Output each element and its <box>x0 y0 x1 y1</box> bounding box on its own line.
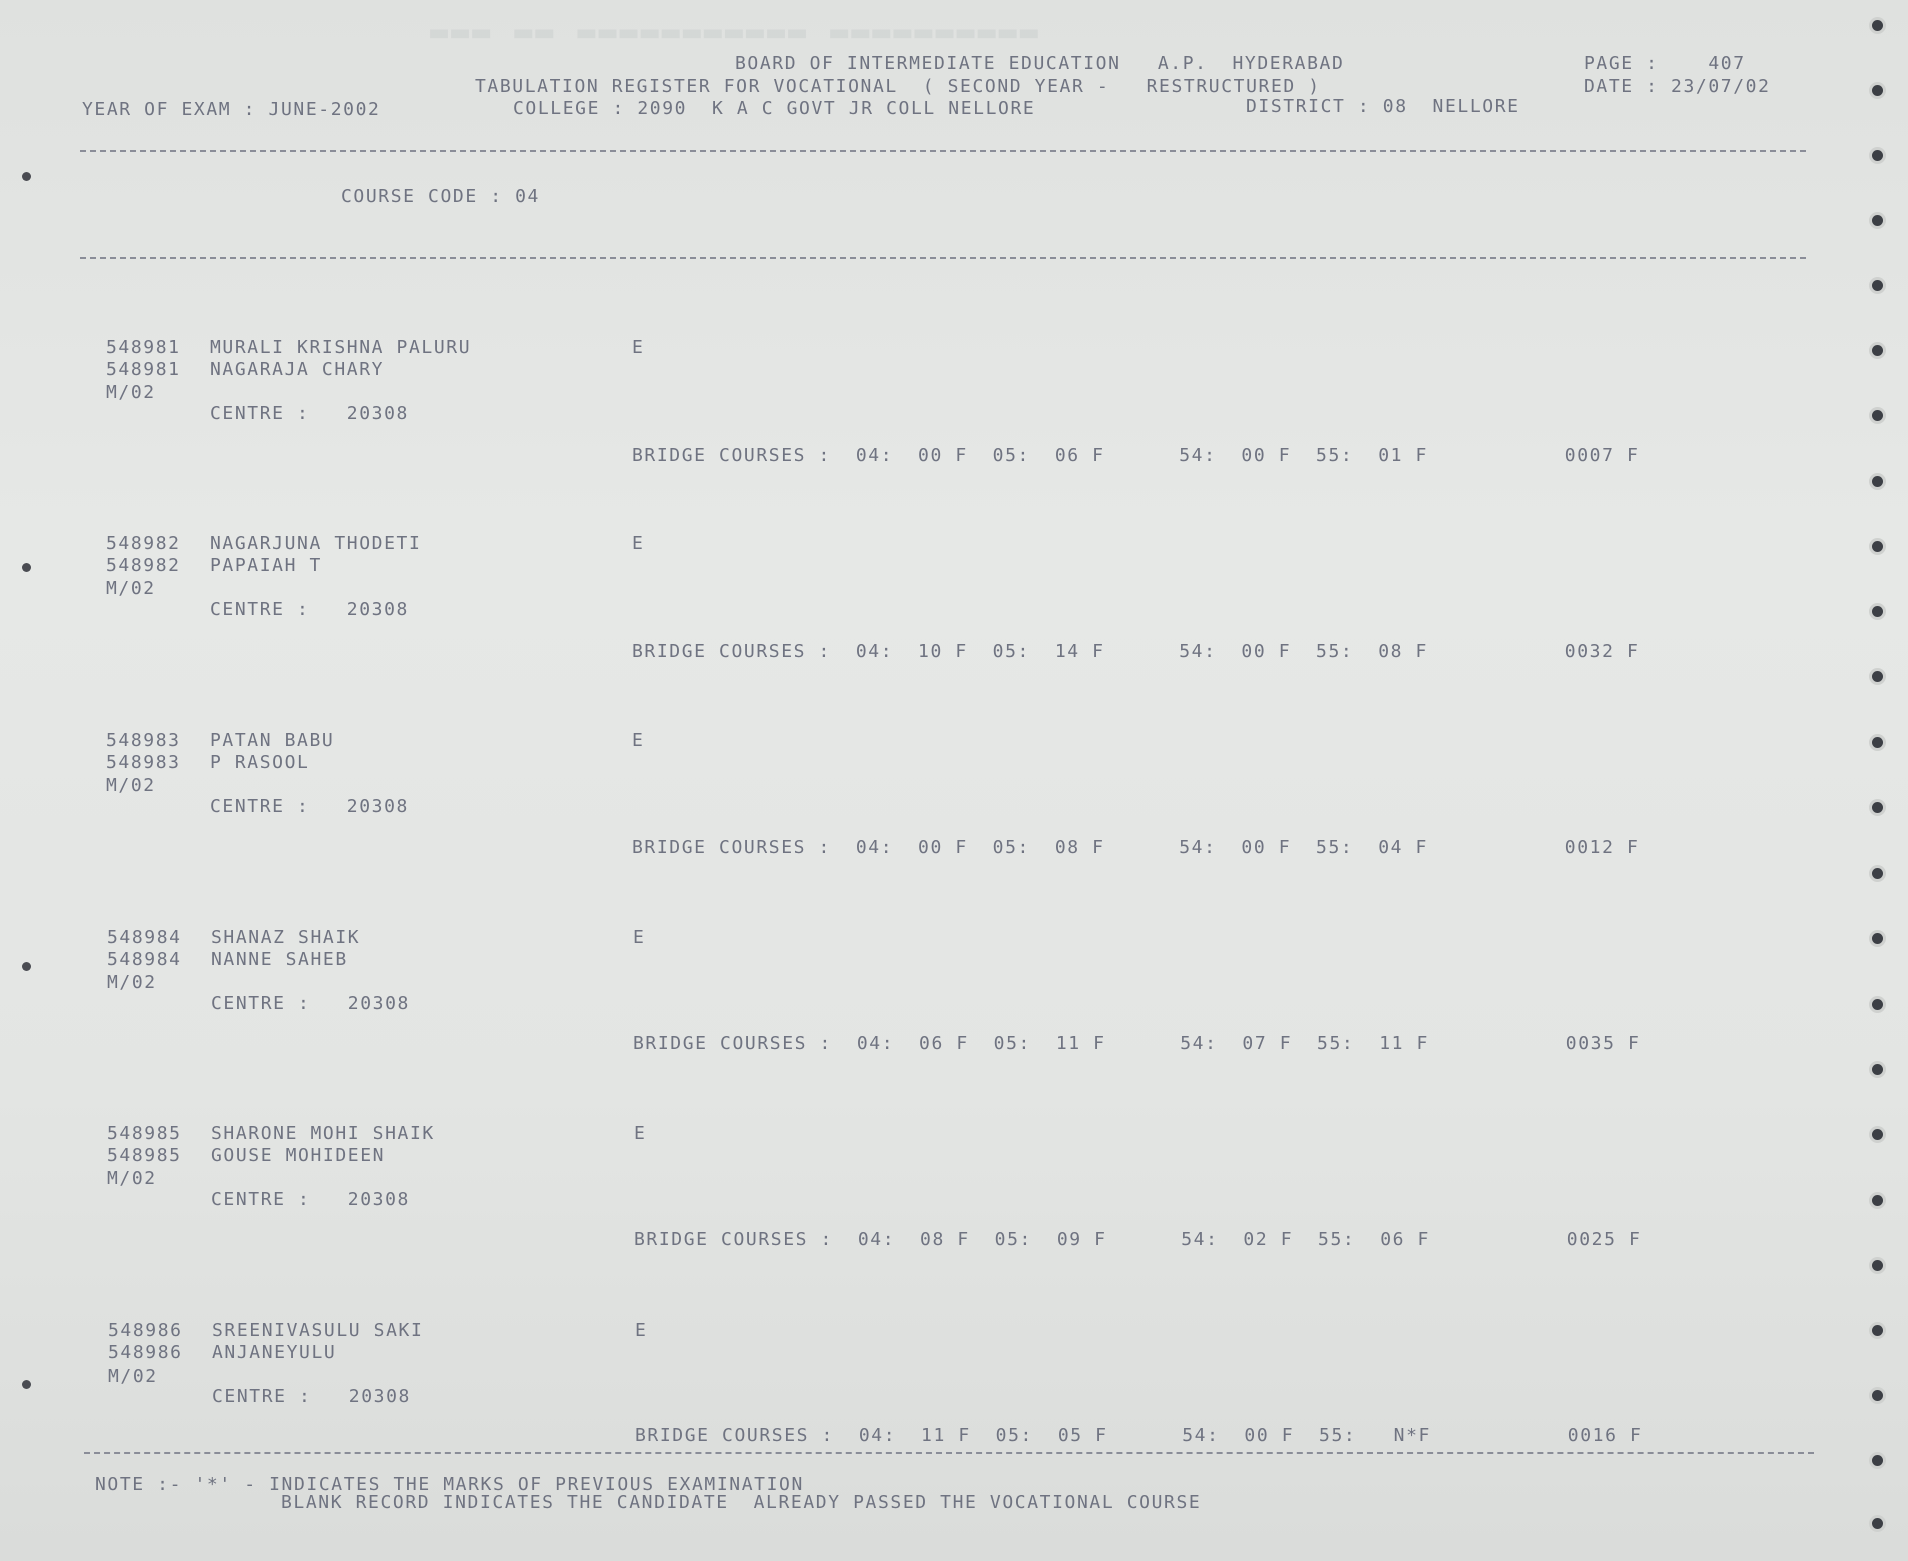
reg-number: 548986 <box>108 1320 183 1341</box>
perforation-hole <box>1872 933 1883 944</box>
candidate-name: SHARONE MOHI SHAIK <box>211 1123 435 1144</box>
perforation-hole <box>1872 476 1883 487</box>
print-date: DATE : 23/07/02 <box>1584 76 1771 97</box>
year-of-exam: YEAR OF EXAM : JUNE-2002 <box>82 99 381 120</box>
reg-number-2: 548983 <box>106 752 181 773</box>
parent-name: PAPAIAH T <box>210 555 322 576</box>
parent-name: NANNE SAHEB <box>211 949 348 970</box>
candidate-name: NAGARJUNA THODETI <box>210 533 422 554</box>
perforation-hole <box>1872 1325 1883 1336</box>
exam-month: M/02 <box>107 972 157 993</box>
bridge-courses: BRIDGE COURSES : 04: 00 F 05: 08 F 54: 00 F 55: 04 F 0012 F <box>632 837 1640 858</box>
perforation-hole <box>1872 802 1883 813</box>
punch-hole <box>22 172 31 181</box>
perforation-hole <box>1872 150 1883 161</box>
perforation-hole <box>1872 1390 1883 1401</box>
result-code: E <box>635 1320 648 1341</box>
note-line-2: BLANK RECORD INDICATES THE CANDIDATE ALREADY PASSED THE VOCATIONAL COURSE <box>281 1492 1202 1513</box>
exam-month: M/02 <box>106 775 156 796</box>
bridge-courses: BRIDGE COURSES : 04: 06 F 05: 11 F 54: 07 F 55: 11 F 0035 F <box>633 1033 1641 1054</box>
show-through-marks: ▬▬▬ ▬▬ ▬▬▬▬▬▬▬▬▬▬▬ ▬▬▬▬▬▬▬▬▬▬ <box>430 18 1041 53</box>
perforation-hole <box>1872 1195 1883 1206</box>
bridge-courses: BRIDGE COURSES : 04: 11 F 05: 05 F 54: 00 F 55: N*F 0016 F <box>635 1425 1643 1446</box>
candidate-name: PATAN BABU <box>210 730 335 751</box>
course-code: COURSE CODE : 04 <box>341 186 540 207</box>
perforation-hole <box>1872 85 1883 96</box>
perforation-hole <box>1872 999 1883 1010</box>
reg-number: 548985 <box>107 1123 182 1144</box>
centre: CENTRE : 20308 <box>210 796 409 817</box>
exam-month: M/02 <box>106 382 156 403</box>
centre: CENTRE : 20308 <box>210 403 409 424</box>
reg-number: 548984 <box>107 927 182 948</box>
punch-hole <box>22 962 31 971</box>
result-code: E <box>634 1123 647 1144</box>
register-title: TABULATION REGISTER FOR VOCATIONAL ( SECOND YEAR - RESTRUCTURED ) <box>475 76 1321 97</box>
punch-hole <box>22 1380 31 1389</box>
result-code: E <box>632 533 645 554</box>
district: DISTRICT : 08 NELLORE <box>1246 96 1520 117</box>
parent-name: GOUSE MOHIDEEN <box>211 1145 386 1166</box>
perforation-hole <box>1872 1455 1883 1466</box>
perforation-hole <box>1872 345 1883 356</box>
punch-hole <box>22 563 31 572</box>
reg-number-2: 548986 <box>108 1342 183 1363</box>
perforation-hole <box>1872 671 1883 682</box>
course-divider <box>80 257 1806 259</box>
centre: CENTRE : 20308 <box>211 993 410 1014</box>
perforation-hole <box>1872 1518 1883 1529</box>
perforation-hole <box>1872 541 1883 552</box>
candidate-name: SHANAZ SHAIK <box>211 927 361 948</box>
candidate-name: SREENIVASULU SAKI <box>212 1320 424 1341</box>
reg-number-2: 548985 <box>107 1145 182 1166</box>
reg-number: 548982 <box>106 533 181 554</box>
perforation-hole <box>1872 868 1883 879</box>
perforation-hole <box>1872 1260 1883 1271</box>
exam-month: M/02 <box>106 578 156 599</box>
board-title: BOARD OF INTERMEDIATE EDUCATION A.P. HYDERABAD <box>735 53 1345 74</box>
bridge-courses: BRIDGE COURSES : 04: 00 F 05: 06 F 54: 00 F 55: 01 F 0007 F <box>632 445 1640 466</box>
reg-number-2: 548984 <box>107 949 182 970</box>
exam-month: M/02 <box>108 1366 158 1387</box>
bridge-courses: BRIDGE COURSES : 04: 08 F 05: 09 F 54: 02 F 55: 06 F 0025 F <box>634 1229 1642 1250</box>
reg-number-2: 548981 <box>106 359 181 380</box>
footer-divider <box>84 1452 1814 1454</box>
parent-name: NAGARAJA CHARY <box>210 359 385 380</box>
perforation-hole <box>1872 20 1883 31</box>
result-code: E <box>632 730 645 751</box>
perforation-hole <box>1872 606 1883 617</box>
result-code: E <box>632 337 645 358</box>
result-code: E <box>633 927 646 948</box>
perforation-hole <box>1872 410 1883 421</box>
reg-number: 548981 <box>106 337 181 358</box>
centre: CENTRE : 20308 <box>211 1189 410 1210</box>
reg-number-2: 548982 <box>106 555 181 576</box>
note-line-1: NOTE :- '*' - INDICATES THE MARKS OF PREVIOUS EXAMINATION <box>95 1474 804 1495</box>
parent-name: ANJANEYULU <box>212 1342 337 1363</box>
parent-name: P RASOOL <box>210 752 310 773</box>
perforation-hole <box>1872 1129 1883 1140</box>
header-divider <box>80 150 1806 152</box>
bridge-courses: BRIDGE COURSES : 04: 10 F 05: 14 F 54: 00 F 55: 08 F 0032 F <box>632 641 1640 662</box>
perforation-hole <box>1872 280 1883 291</box>
exam-month: M/02 <box>107 1168 157 1189</box>
centre: CENTRE : 20308 <box>210 599 409 620</box>
perforation-hole <box>1872 737 1883 748</box>
reg-number: 548983 <box>106 730 181 751</box>
page-number: PAGE : 407 <box>1584 53 1746 74</box>
college: COLLEGE : 2090 K A C GOVT JR COLL NELLORE <box>513 98 1036 119</box>
perforation-hole <box>1872 215 1883 226</box>
perforation-hole <box>1872 1064 1883 1075</box>
candidate-name: MURALI KRISHNA PALURU <box>210 337 472 358</box>
centre: CENTRE : 20308 <box>212 1386 411 1407</box>
tractor-feed-strip <box>1848 0 1908 1561</box>
